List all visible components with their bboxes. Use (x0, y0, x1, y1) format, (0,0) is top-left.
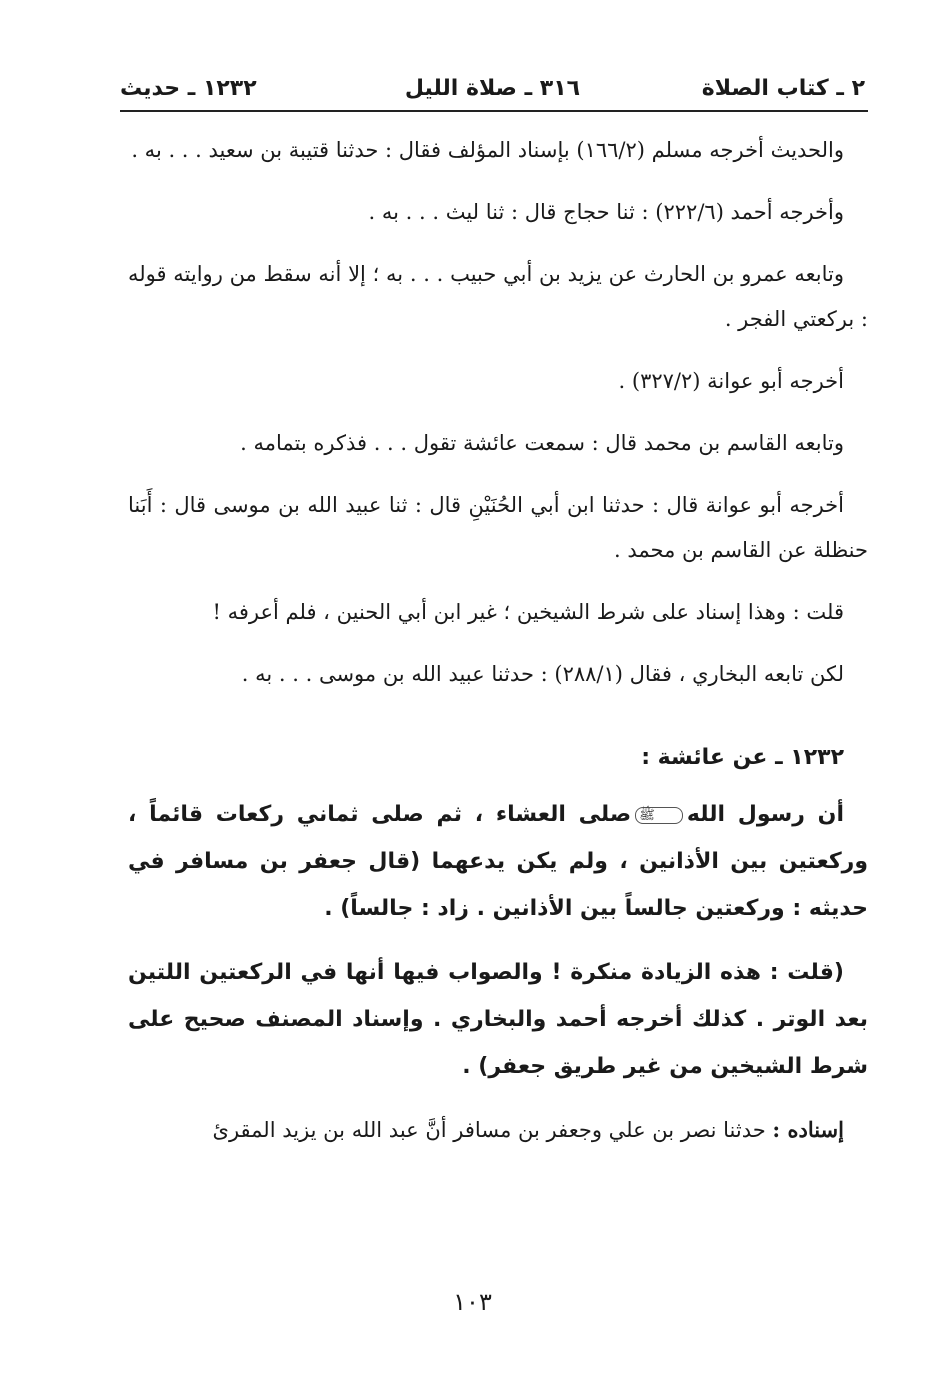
header-hadith-number: ١٢٣٢ ـ حديث (120, 76, 257, 101)
running-header (120, 72, 865, 108)
paragraph-qasim: وتابعه القاسم بن محمد قال : سمعت عائشة تقول . . . فذكره بتمامه . (240, 431, 844, 455)
paragraph-bukhari: لكن تابعه البخاري ، فقال (٢٨٨/١) : حدثنا عبيد الله بن موسى . . . به . (241, 662, 844, 686)
hadith-text-before: أن رسول الله (686, 802, 844, 827)
paragraph-amr: وتابعه عمرو بن الحارث عن يزيد بن أبي حبيب . . . به ؛ إلا أنه سقط من روايته قوله : بركعتي الفجر . (128, 262, 868, 331)
page-number: ١٠٣ (453, 1288, 492, 1316)
paragraph-muslim: والحديث أخرجه مسلم (١٦٦/٢) بإسناد المؤلف فقال : حدثنا قتيبة بن سعيد . . . به . (131, 138, 844, 162)
paragraph-abu-awana: أخرجه أبو عوانة (٣٢٧/٢) . (618, 369, 844, 393)
salawat-glyph: ﷺ (635, 807, 683, 824)
hadith-note: (قلت : هذه الزيادة منكرة ! والصواب فيها أنها في الركعتين اللتين بعد الوتر . كذلك أخرجه أحمد والبخاري . وإسناد المصنف صحيح على شرط الشيخين من غير طريق جعفر) . (128, 960, 868, 1079)
section-gap (128, 714, 868, 734)
header-book-title: ٢ ـ كتاب الصلاة (701, 76, 865, 101)
paragraph-abu-awana-isnad: أخرجه أبو عوانة قال : حدثنا ابن أبي الحُنَيْنِ قال : ثنا عبيد الله بن موسى قال : أَبَنا حنظلة عن القاسم بن محمد . (128, 493, 868, 562)
isnad-paragraph (128, 1107, 868, 1153)
paragraph-ahmad: وأخرجه أحمد (٢٢٢/٦) : ثنا حجاج قال : ثنا ليث . . . به . (368, 200, 844, 224)
header-chapter-title: ٣١٦ ـ صلاة الليل (404, 76, 581, 101)
hadith-text (128, 791, 868, 932)
isnad-text: حدثنا نصر بن علي وجعفر بن مسافر أنَّ عبد الله بن يزيد المقرئ (212, 1118, 766, 1142)
hadith-title: ١٢٣٢ ـ عن عائشة : (641, 745, 844, 770)
paragraph-author-comment: قلت : وهذا إسناد على شرط الشيخين ؛ غير ابن أبي الحنين ، فلم أعرفه ! (212, 600, 844, 624)
isnad-label: إسناده : (772, 1117, 844, 1142)
page-body (128, 128, 868, 1170)
hadith-text-after: صلى العشاء ، ثم صلى ثماني ركعات قائماً ، وركعتين بين الأذانين ، ولم يكن يدعهما (قال جعفر بن مسافر في حديثه : وركعتين جالساً بين الأذانين . زاد : جالساً) . (128, 802, 868, 921)
header-divider (120, 110, 868, 112)
